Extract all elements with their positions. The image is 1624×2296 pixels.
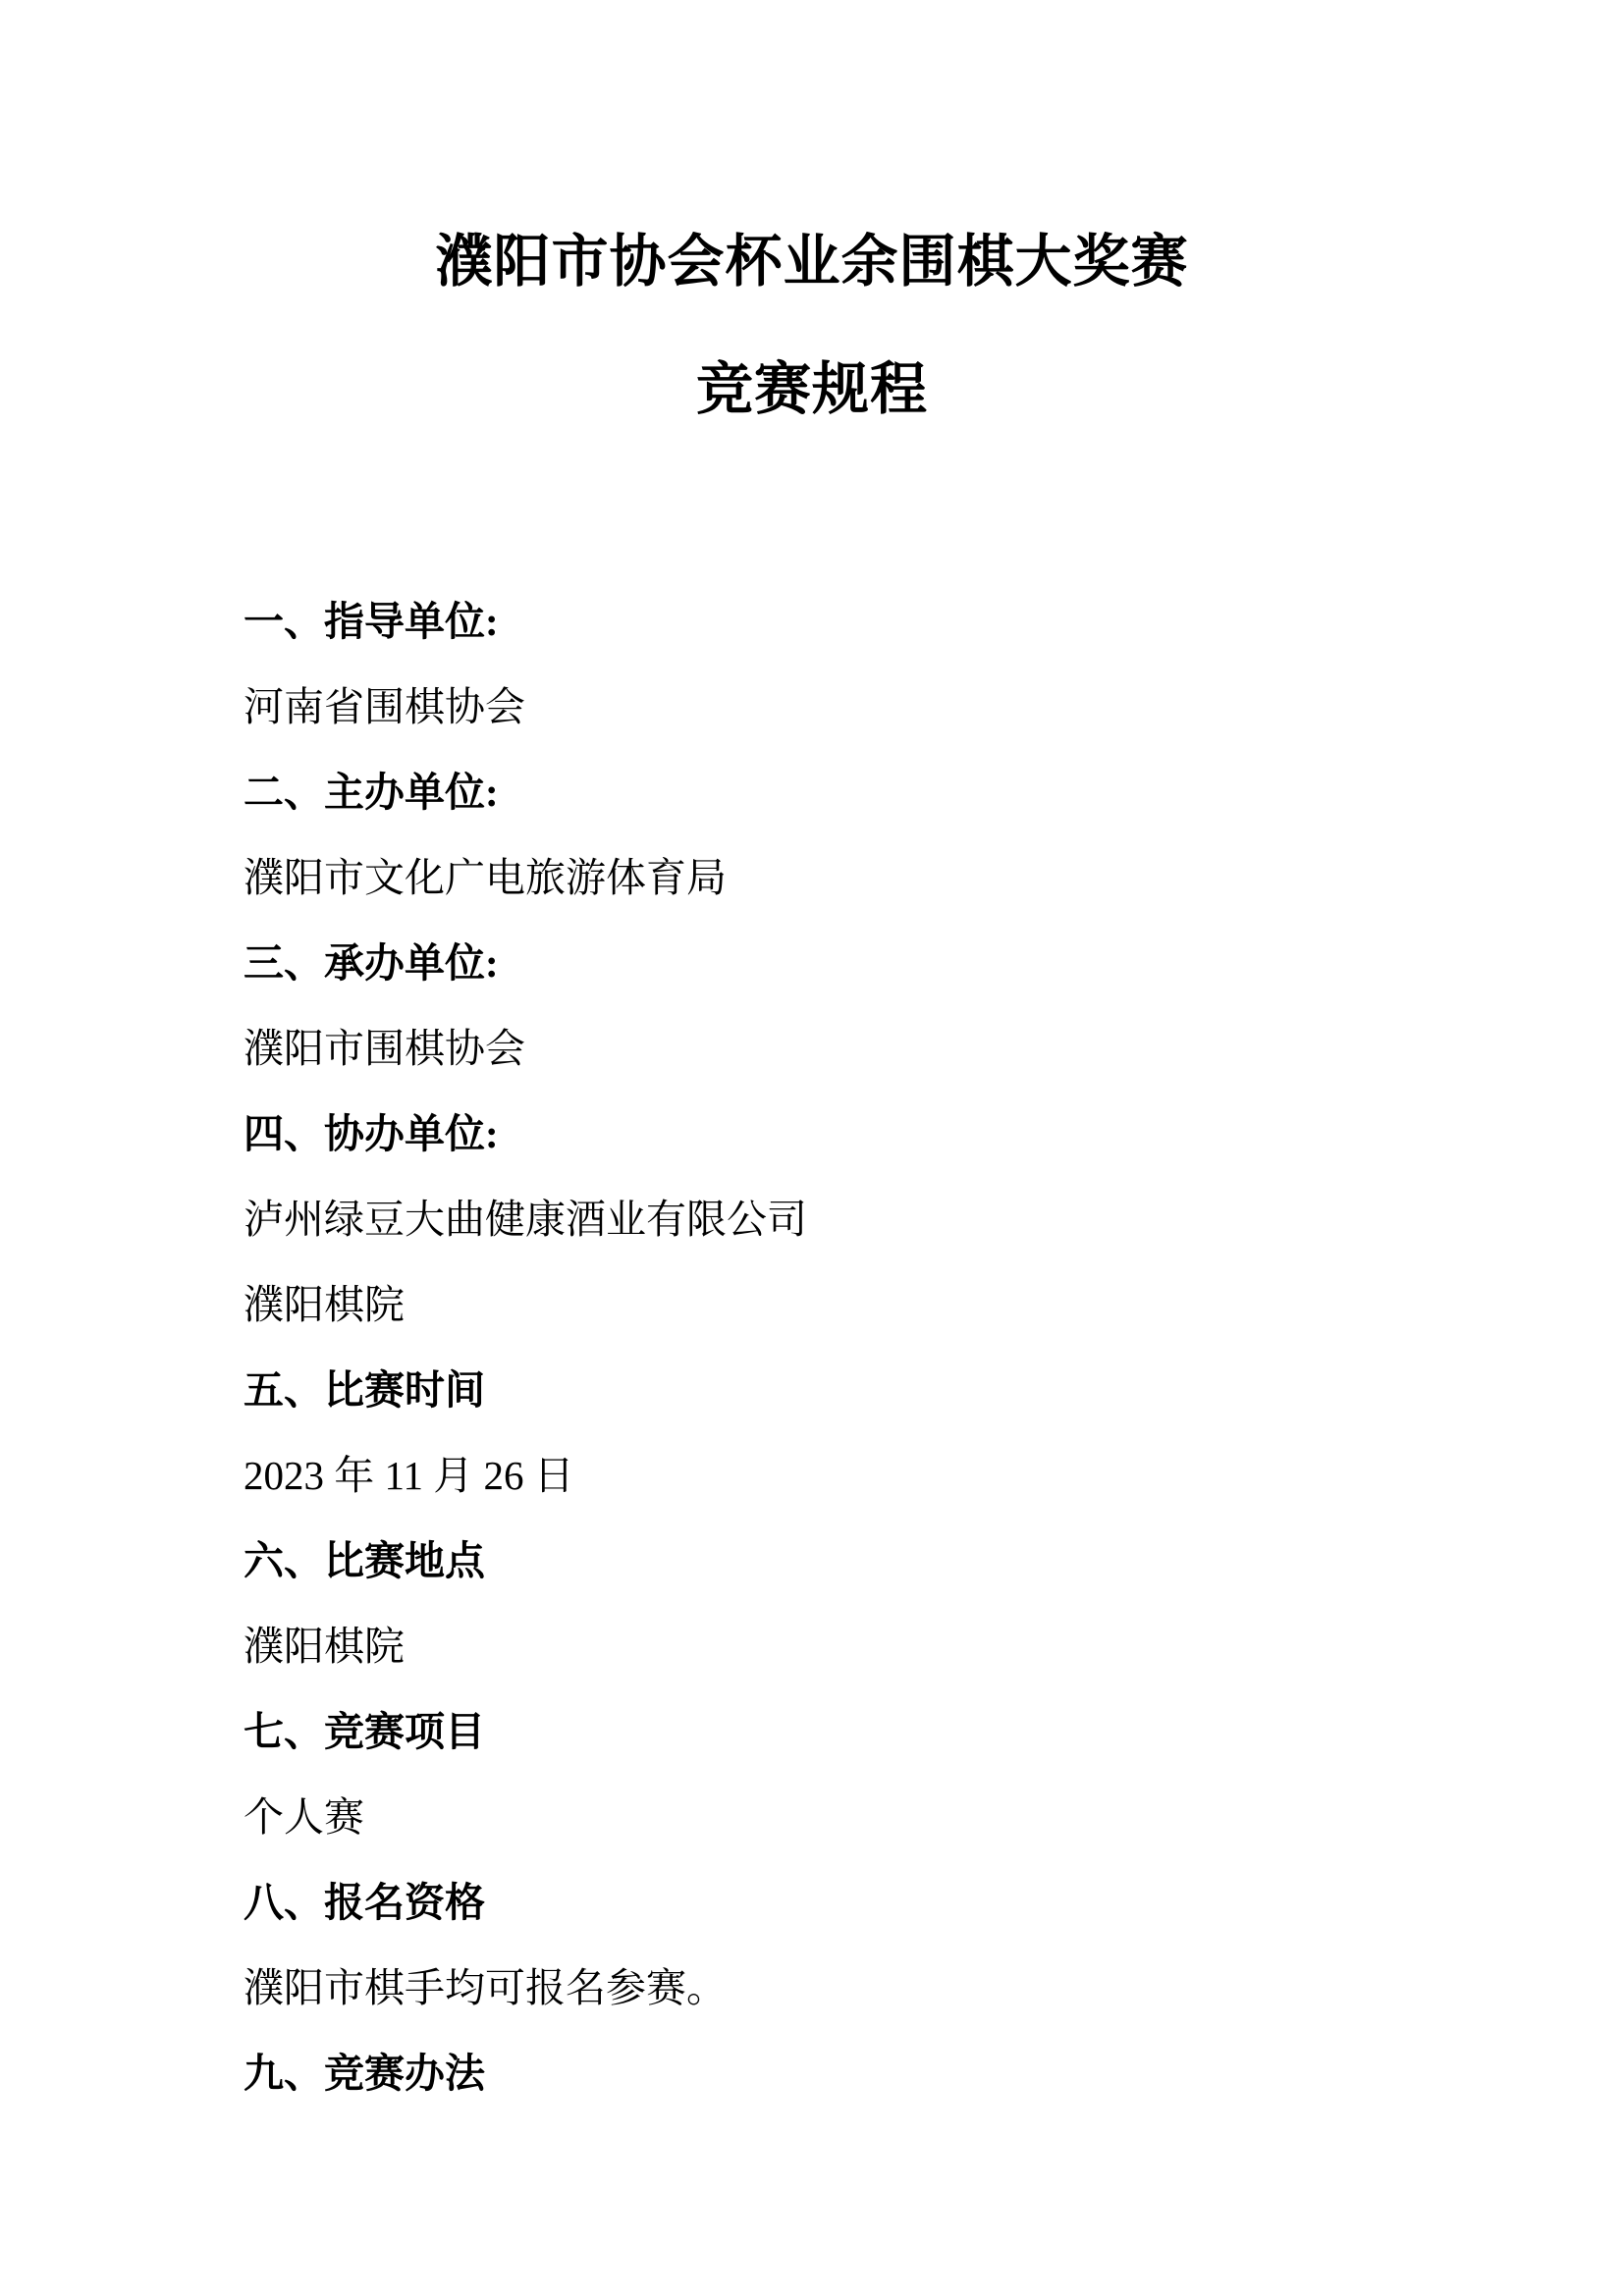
section-8-line: 濮阳市棋手均可报名参赛。 [244,1965,727,2010]
section-4-line-1: 泸州绿豆大曲健康酒业有限公司 [244,1197,807,1242]
section-6-line: 濮阳棋院 [244,1624,405,1669]
section-2-heading: 二、主办单位: [244,770,499,815]
section-4-heading: 四、协办单位: [244,1111,499,1156]
section-1-heading: 一、指导单位: [244,599,499,644]
section-5-heading: 五、比赛时间 [244,1367,485,1413]
document-subtitle: 竞赛规程 [695,357,928,421]
section-9-heading: 九、竞赛办法 [244,2051,485,2096]
section-3-line: 濮阳市围棋协会 [244,1026,525,1071]
section-5-line: 2023 年 11 月 26 日 [244,1453,574,1498]
document-title: 濮阳市协会杯业余围棋大奖赛 [435,230,1189,294]
section-8-heading: 八、报名资格 [244,1880,485,1925]
section-1-line: 河南省围棋协会 [244,684,525,729]
section-2-line: 濮阳市文化广电旅游体育局 [244,855,727,900]
section-7-heading: 七、竞赛项目 [244,1709,485,1754]
section-4-line-2: 濮阳棋院 [244,1282,405,1327]
section-7-line: 个人赛 [244,1794,364,1840]
section-3-heading: 三、承办单位: [244,940,499,986]
document-body [244,579,1471,2116]
document-title-block [0,232,1624,420]
section-6-heading: 六、比赛地点 [244,1538,485,1583]
